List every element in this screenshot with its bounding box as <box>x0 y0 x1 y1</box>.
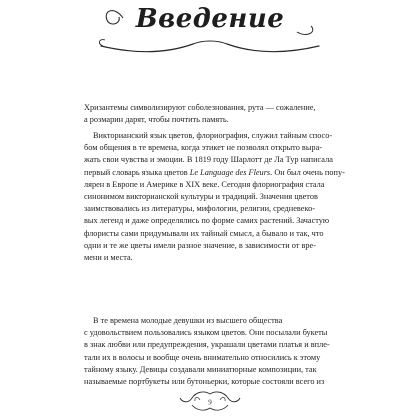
paragraph-line: лярен в Европе и Америке в XIX веке. Сегодня флориография стала <box>84 179 325 189</box>
paragraph-line: Хризантемы символизируют соболезнования, рута — сожаление, <box>84 103 316 112</box>
paragraph-text: . Он был очень попу- <box>270 167 345 177</box>
paragraph-line: в знак любви или предупреждения, украшали цветами платья и впле- <box>84 340 330 350</box>
paragraph-line: флористы сами придумывали их тайный смысл, а бывало и так, что <box>84 228 324 238</box>
paragraph-line-with-title <box>84 167 354 179</box>
paragraph-line: одни и те же цветы имели разное значение, в зависимости от вре- <box>84 240 316 250</box>
paragraph-line: мени и места. <box>84 253 133 263</box>
paragraph-line: тали их в волосы и вообще очень внимательно относились к этому <box>84 352 321 362</box>
page-number: 9 <box>208 398 212 407</box>
paragraph-3 <box>84 315 354 388</box>
paragraph-line: синонимом викторианской культуры и традиций. Значения цветов <box>84 192 318 202</box>
paragraph-text: первый словарь языка цветов <box>84 167 190 177</box>
book-title: Le Language des Fleurs <box>189 167 271 177</box>
paragraph-line: В те времена молодые девушки из высшего общества <box>93 316 283 325</box>
paragraph-line: называемые портбукеты или бутоньерки, которые состояли всего из <box>84 377 325 387</box>
chapter-title: Введение <box>135 4 285 34</box>
paragraph-line: Викторианский язык цветов, флориография, служил тайным спосо- <box>93 131 333 140</box>
paragraph-line: жать свои чувства и эмоции. В 1819 году Шарлотт де Ла Тур написала <box>84 155 333 165</box>
paragraph-line: тайному языку. Девицы создавали миниатюрные композиции, так <box>84 364 317 374</box>
paragraph-1 <box>84 102 354 126</box>
paragraph-2 <box>84 130 354 264</box>
paragraph-line: с удовольствием пользовались языком цветов. Они посылали букеты <box>84 328 328 338</box>
paragraph-line: заимствовались из литературы, мифологии, религии, средневеко- <box>84 204 315 214</box>
footer-floral-ornament <box>178 388 242 414</box>
paragraph-line: бом общения в те времена, когда этикет не позволял открыто выра- <box>84 143 323 153</box>
paragraph-line: а розмарин дарят, чтобы почтить память. <box>84 115 229 125</box>
paragraph-line: вых легенд и даже определялись по форме самих растений. Зачастую <box>84 216 330 226</box>
